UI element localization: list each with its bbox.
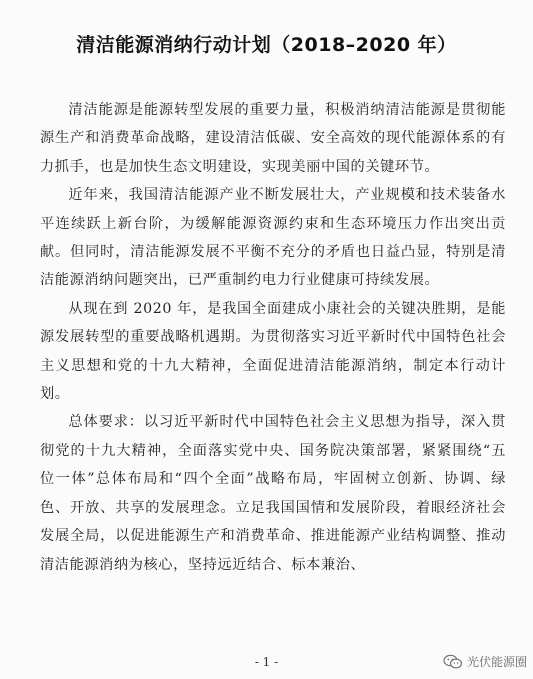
paragraph: 总体要求：以习近平新时代中国特色社会主义思想为指导，深入贯彻党的十九大精神，全面落实党中央、国务院决策部署，紧紧围绕“五位一体”总体布局和“四个全面”战略布局，牢固树立创新、协调、绿色、开放、共享的发展理念。立足我国国情和发展阶段，着眼经济社会发展全局，以促进能源生产和消费革命、推进能源产业结构调整、推动清洁能源消纳为核心，坚持远近结合、标本兼治、 xyxy=(40,414,506,573)
watermark xyxy=(443,653,527,670)
paragraph: 从现在到 2020 年，是我国全面建成小康社会的关键决胜期，是能源发展转型的重要战略机遇期。为贯彻落实习近平新时代中国特色社会主义思想和党的十九大精神，全面促进清洁能源消纳，制定本行动计划。 xyxy=(40,300,506,403)
wechat-icon xyxy=(443,654,463,670)
page-number: - 1 - xyxy=(254,655,279,669)
paragraph: 清洁能源是能源转型发展的重要力量，积极消纳清洁能源是贯彻能源生产和消费革命战略，建设清洁低碳、安全高效的现代能源体系的有力抓手，也是加快生态文明建设，实现美丽中国的关键环节。 xyxy=(40,102,506,175)
paragraph: 近年来，我国清洁能源产业不断发展壮大，产业规模和技术装备水平连续跃上新台阶，为缓解能源资源约束和生态环境压力作出突出贡献。但同时，清洁能源发展不平衡不充分的矛盾也日益凸显，特别是清洁能源消纳问题突出，已严重制约电力行业健康可持续发展。 xyxy=(40,187,506,289)
watermark-text: 光伏能源圈 xyxy=(466,655,527,669)
document-body xyxy=(40,96,506,579)
document-title: 清洁能源消纳行动计划（2018–2020 年） xyxy=(76,34,457,56)
